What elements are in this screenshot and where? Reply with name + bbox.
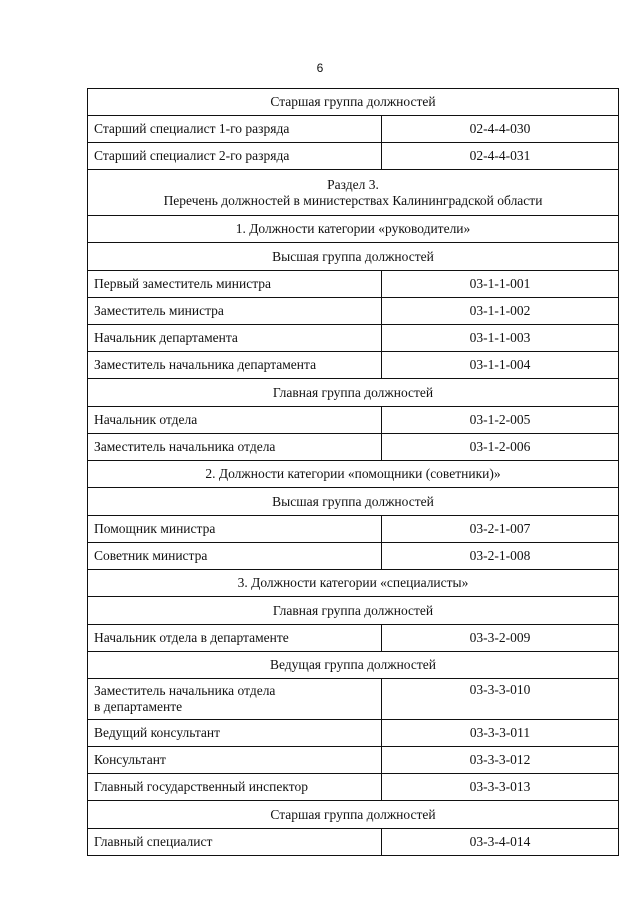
position-row (88, 720, 619, 747)
group-heading: Высшая группа должностей (88, 488, 619, 516)
position-name: Ведущий консультант (88, 720, 382, 747)
group-row (88, 801, 619, 829)
position-code: 03-1-1-004 (382, 352, 619, 379)
position-row (88, 625, 619, 652)
position-code: 03-2-1-008 (382, 543, 619, 570)
position-row (88, 298, 619, 325)
positions-table (87, 88, 619, 856)
position-name: Советник министра (88, 543, 382, 570)
position-row (88, 116, 619, 143)
category-heading: 2. Должности категории «помощники (советники)» (88, 461, 619, 488)
position-name: Старший специалист 2-го разряда (88, 143, 382, 170)
group-heading: Высшая группа должностей (88, 243, 619, 271)
position-name (88, 679, 382, 720)
position-name: Помощник министра (88, 516, 382, 543)
position-name: Главный государственный инспектор (88, 774, 382, 801)
position-name: Первый заместитель министра (88, 271, 382, 298)
position-row (88, 679, 619, 720)
group-heading: Ведущая группа должностей (88, 652, 619, 679)
position-name: Начальник отдела в департаменте (88, 625, 382, 652)
position-row (88, 829, 619, 856)
position-name-line: Заместитель начальника отдела (94, 683, 276, 698)
position-code: 03-1-1-002 (382, 298, 619, 325)
category-row (88, 570, 619, 597)
position-name: Старший специалист 1-го разряда (88, 116, 382, 143)
section-row (88, 170, 619, 216)
position-row (88, 516, 619, 543)
position-code: 03-1-2-006 (382, 434, 619, 461)
position-code: 03-2-1-007 (382, 516, 619, 543)
position-row (88, 543, 619, 570)
position-name: Начальник департамента (88, 325, 382, 352)
position-row (88, 774, 619, 801)
position-name: Заместитель министра (88, 298, 382, 325)
position-code: 02-4-4-030 (382, 116, 619, 143)
category-heading: 1. Должности категории «руководители» (88, 216, 619, 243)
group-row (88, 379, 619, 407)
group-heading: Старшая группа должностей (88, 801, 619, 829)
section-number: Раздел 3. (327, 176, 379, 192)
position-code: 03-3-3-011 (382, 720, 619, 747)
position-code: 03-3-2-009 (382, 625, 619, 652)
group-row (88, 488, 619, 516)
group-row (88, 243, 619, 271)
position-row (88, 407, 619, 434)
position-row (88, 747, 619, 774)
position-code: 03-3-3-010 (382, 679, 619, 720)
position-row (88, 434, 619, 461)
group-heading: Старшая группа должностей (88, 89, 619, 116)
category-heading: 3. Должности категории «специалисты» (88, 570, 619, 597)
page-number: 6 (316, 61, 324, 75)
category-row (88, 461, 619, 488)
group-row (88, 89, 619, 116)
group-row (88, 652, 619, 679)
position-code: 03-1-1-001 (382, 271, 619, 298)
position-code: 03-3-3-013 (382, 774, 619, 801)
position-name: Главный специалист (88, 829, 382, 856)
position-code: 03-3-4-014 (382, 829, 619, 856)
position-name-line: в департаменте (94, 699, 183, 714)
position-name: Заместитель начальника департамента (88, 352, 382, 379)
position-name: Начальник отдела (88, 407, 382, 434)
group-heading: Главная группа должностей (88, 379, 619, 407)
position-code: 03-1-2-005 (382, 407, 619, 434)
position-code: 03-3-3-012 (382, 747, 619, 774)
position-name: Консультант (88, 747, 382, 774)
group-heading: Главная группа должностей (88, 597, 619, 625)
position-row (88, 352, 619, 379)
position-name: Заместитель начальника отдела (88, 434, 382, 461)
position-code: 03-1-1-003 (382, 325, 619, 352)
position-row (88, 271, 619, 298)
section-title: Перечень должностей в министерствах Калининградской области (163, 192, 543, 208)
section-heading (88, 170, 619, 216)
position-row (88, 143, 619, 170)
position-row (88, 325, 619, 352)
group-row (88, 597, 619, 625)
category-row (88, 216, 619, 243)
position-code: 02-4-4-031 (382, 143, 619, 170)
